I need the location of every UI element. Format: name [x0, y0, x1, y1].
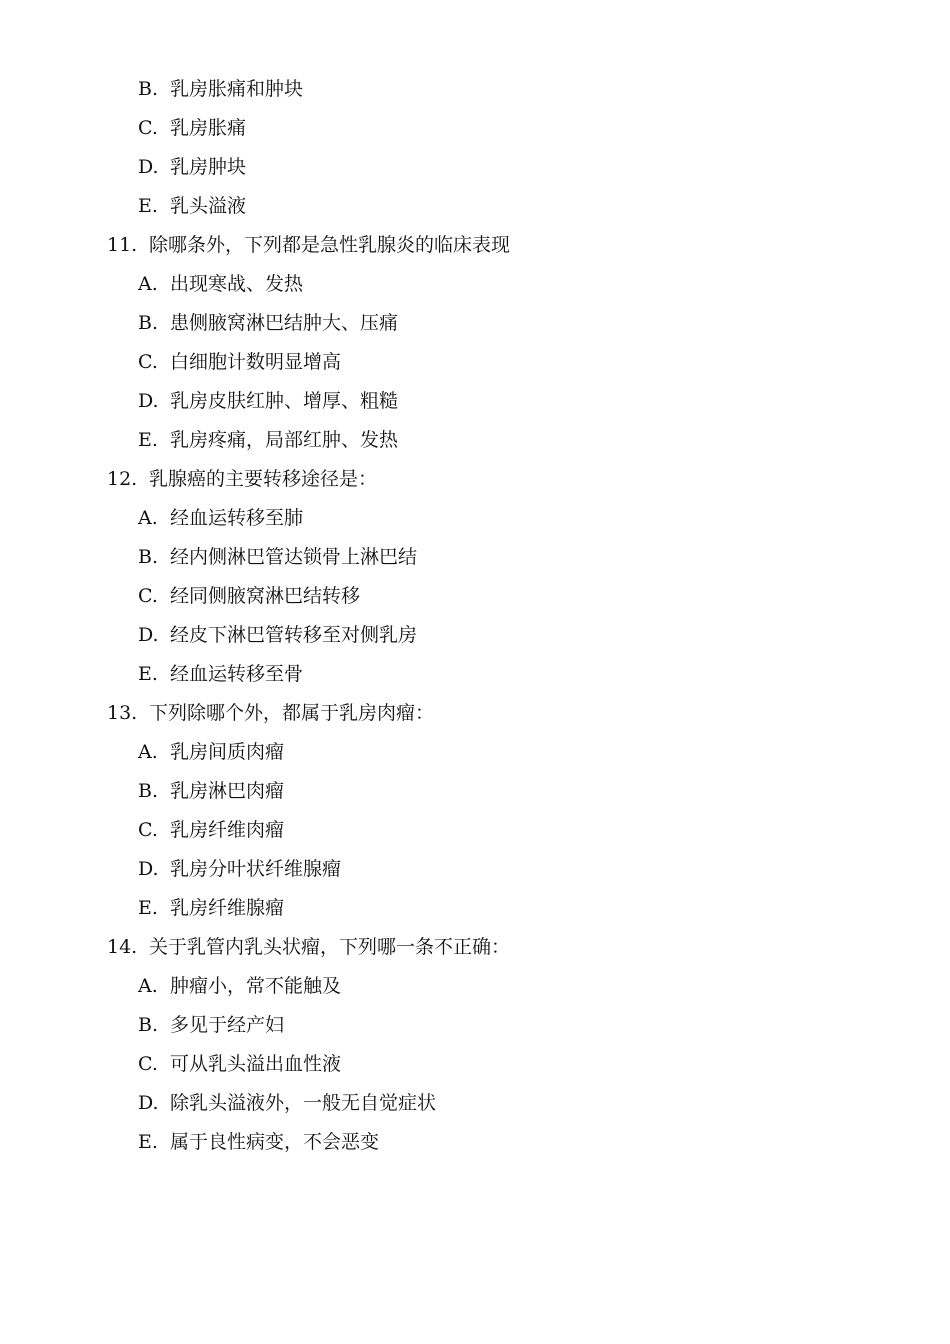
question-line: [0, 226, 950, 265]
option-text: 患侧腋窝淋巴结肿大、压痛: [170, 312, 399, 334]
option-text: 乳房疼痛，局部红肿、发热: [170, 429, 399, 451]
option-text: 乳房胀痛和肿块: [170, 78, 304, 100]
option-letter: B.: [138, 780, 159, 802]
option-letter: A.: [138, 975, 158, 997]
option-line: [0, 499, 950, 538]
option-line: [0, 70, 950, 109]
option-letter: A.: [138, 507, 158, 529]
option-letter: D.: [138, 390, 159, 412]
document-page: [0, 70, 950, 1162]
option-letter: D.: [138, 156, 159, 178]
question-text: 除哪条外，下列都是急性乳腺炎的临床表现: [149, 234, 511, 256]
option-line: [0, 304, 950, 343]
option-line: [0, 343, 950, 382]
option-line: [0, 1045, 950, 1084]
option-letter: D.: [138, 858, 159, 880]
option-text: 经血运转移至骨: [170, 663, 304, 685]
option-letter: C.: [138, 117, 158, 139]
option-letter: B.: [138, 1014, 159, 1036]
option-line: [0, 616, 950, 655]
option-letter: E.: [138, 663, 158, 685]
option-line: [0, 265, 950, 304]
option-line: [0, 538, 950, 577]
option-text: 乳房淋巴肉瘤: [170, 780, 285, 802]
option-line: [0, 967, 950, 1006]
option-text: 白细胞计数明显增高: [170, 351, 342, 373]
option-text: 除乳头溢液外，一般无自觉症状: [170, 1092, 437, 1114]
option-line: [0, 577, 950, 616]
option-letter: E.: [138, 1131, 158, 1153]
question-number: 12.: [107, 468, 138, 490]
question-number: 13.: [107, 702, 138, 724]
option-text: 属于良性病变，不会恶变: [170, 1131, 380, 1153]
question-line: [0, 694, 950, 733]
option-text: 经同侧腋窝淋巴结转移: [170, 585, 361, 607]
option-line: [0, 889, 950, 928]
option-text: 出现寒战、发热: [170, 273, 304, 295]
option-letter: C.: [138, 585, 158, 607]
question-number: 14.: [107, 936, 138, 958]
option-line: [0, 1006, 950, 1045]
option-line: [0, 655, 950, 694]
option-line: [0, 382, 950, 421]
option-letter: E.: [138, 195, 158, 217]
option-letter: A.: [138, 273, 158, 295]
option-line: [0, 1084, 950, 1123]
question-text: 下列除哪个外，都属于乳房肉瘤：: [149, 702, 435, 724]
option-letter: E.: [138, 897, 158, 919]
option-text: 乳房间质肉瘤: [170, 741, 285, 763]
option-text: 乳房肿块: [170, 156, 247, 178]
option-text: 多见于经产妇: [170, 1014, 285, 1036]
option-line: [0, 109, 950, 148]
option-text: 乳房胀痛: [170, 117, 247, 139]
option-letter: B.: [138, 78, 159, 100]
option-text: 乳房皮肤红肿、增厚、粗糙: [170, 390, 399, 412]
option-letter: B.: [138, 312, 159, 334]
option-line: [0, 187, 950, 226]
question-line: [0, 460, 950, 499]
option-line: [0, 1123, 950, 1162]
option-letter: A.: [138, 741, 158, 763]
option-text: 乳头溢液: [170, 195, 247, 217]
question-line: [0, 928, 950, 967]
option-line: [0, 850, 950, 889]
question-number: 11.: [107, 234, 138, 256]
option-line: [0, 148, 950, 187]
option-letter: C.: [138, 819, 158, 841]
question-text: 乳腺癌的主要转移途径是：: [149, 468, 378, 490]
option-letter: D.: [138, 624, 159, 646]
option-letter: C.: [138, 1053, 158, 1075]
option-letter: B.: [138, 546, 159, 568]
option-text: 经皮下淋巴管转移至对侧乳房: [170, 624, 418, 646]
question-text: 关于乳管内乳头状瘤，下列哪一条不正确：: [149, 936, 511, 958]
option-text: 经血运转移至肺: [170, 507, 304, 529]
option-line: [0, 733, 950, 772]
option-line: [0, 811, 950, 850]
option-line: [0, 772, 950, 811]
option-letter: C.: [138, 351, 158, 373]
option-text: 乳房分叶状纤维腺瘤: [170, 858, 342, 880]
option-text: 可从乳头溢出血性液: [170, 1053, 342, 1075]
option-text: 乳房纤维腺瘤: [170, 897, 285, 919]
option-letter: D.: [138, 1092, 159, 1114]
option-text: 乳房纤维肉瘤: [170, 819, 285, 841]
option-text: 肿瘤小，常不能触及: [170, 975, 342, 997]
option-line: [0, 421, 950, 460]
option-letter: E.: [138, 429, 158, 451]
option-text: 经内侧淋巴管达锁骨上淋巴结: [170, 546, 418, 568]
